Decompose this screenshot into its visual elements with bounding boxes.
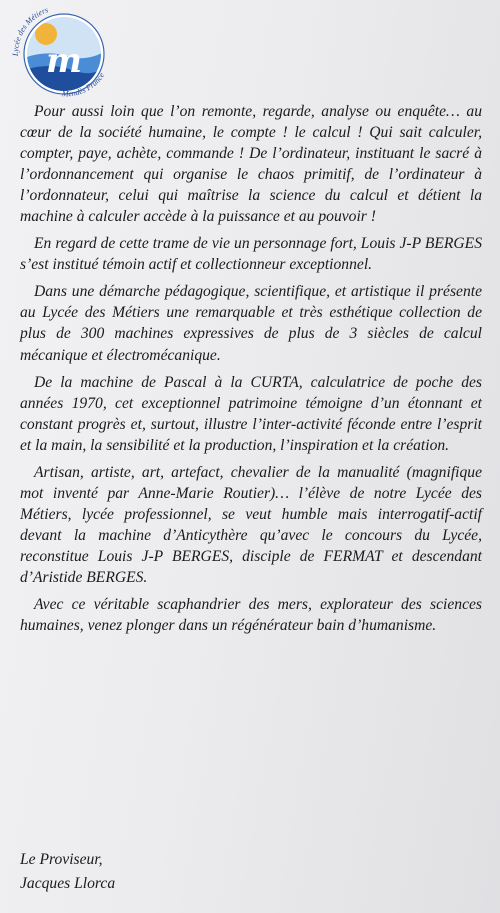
school-logo [6, 0, 114, 100]
signature-role: Le Proviseur, [20, 851, 103, 868]
logo-text-top: Lycée des Métiers [10, 5, 50, 57]
paragraph: De la machine de Pascal à la CURTA, calculatrice de poche des années 1970, cet exceptionnel patrimoine témoigne d’un étonnant et constant progrès et, surtout, illustre l’inter-activité féconde entre l’esprit et la main, la sensibilité et la production, l’inspiration et la création. [20, 373, 482, 454]
signature [20, 848, 115, 896]
signature-name: Jacques Llorca [20, 875, 116, 892]
body-text [20, 101, 482, 636]
logo-letter: m [46, 41, 82, 81]
paragraph: Dans une démarche pédagogique, scientifique, et artistique il présente au Lycée des Métiers une remarquable et très esthétique collection de plus de 300 machines expressives de plus de 3 siècles de calcul mécanique et électromécanique. [20, 283, 482, 364]
paragraph: Pour aussi loin que l’on remonte, regarde, analyse ou enquête… au cœur de la société humaine, le compte ! le calcul ! Qui sait calculer, compter, paye, achète, commande ! De l’ordinateur, instituant le sacré à l’ordonnancement qui organise le chaos primitif, de l’ordinateur à l’ordonnateur, celui qui maîtrise la science du calcul et détient la machine à calculer accède à la puissance et au pouvoir ! [20, 103, 482, 226]
paragraph: En regard de cette trame de vie un personnage fort, Louis J-P BERGES s’est institué témoin actif et collectionneur exceptionnel. [20, 235, 482, 274]
lycee-des-metiers-logo-icon [6, 0, 114, 100]
logo-text-bottom: Mendès France [61, 70, 107, 99]
paragraph: Artisan, artiste, art, artefact, chevalier de la manualité (magnifique mot inventé par Anne-Marie Routier)… l’élève de notre Lycée des Métiers, lycée professionnel, se veut humble mais interrogatif-actif devant la machine d’Anticythère qu’avec le concours du Lycée, reconstitue Louis J-P BERGES, disciple de FERMAT et descendant d’Aristide BERGES. [20, 463, 482, 586]
paragraph: Avec ce véritable scaphandrier des mers, explorateur des sciences humaines, venez plonger dans un régénérateur bain d’humanisme. [20, 596, 482, 635]
